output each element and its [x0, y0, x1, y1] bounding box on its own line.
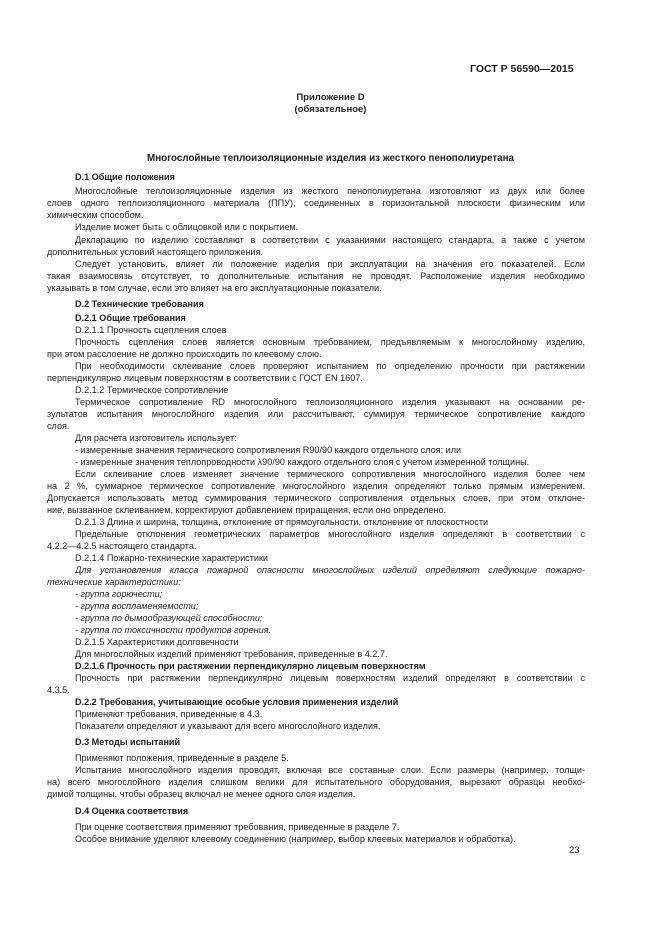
- main-title: Многослойные теплоизоляционные изделия из жесткого пенополиуретана: [147, 153, 514, 164]
- paragraph-line: слоя.: [47, 421, 70, 431]
- paragraph-line: Применяют положения, приведенные в разделе 5.: [75, 753, 289, 763]
- paragraph-line: дополнительных условий настоящего приложения.: [47, 247, 263, 257]
- paragraph-line: технические характеристики:: [47, 577, 181, 587]
- appendix-status: (обязательное): [294, 104, 367, 115]
- clause-d214-heading: D.2.1.4 Пожарно-технические характеристики: [75, 553, 269, 563]
- paragraph-line: Для многослойных изделий применяют требования, приведенные в 4.2.7.: [75, 649, 388, 659]
- paragraph-line: Следует установить, влияет ли положение изделия при эксплуатации на значения его показателей. Если: [75, 259, 585, 269]
- paragraph-line: При необходимости склеивание слоев проверяют испытанием по определению прочности при растяжении: [75, 361, 585, 371]
- paragraph-line: на 2 %, суммарное термическое сопротивление многослойного изделия определяют только прямым измерением.: [47, 481, 585, 491]
- paragraph-line: Особое внимание уделяют клеевому соединению (например, выбор клеевых материалов и обработка).: [75, 834, 516, 844]
- clause-d213-heading: D.2.1.3 Длина и ширина, толщина, отклонение от прямоугольности, отклонение от плоскостности: [75, 517, 489, 527]
- paragraph-line: Показатели определяют и указывают для всего многослойного изделия.: [75, 721, 381, 731]
- list-item: - группа воспламеняемости;: [75, 601, 199, 611]
- list-item: - измеренные значения теплопроводности λ90/90 каждого отдельного слоя с учетом измеренной толщины.: [75, 457, 530, 467]
- clause-d211-heading: D.2.1.1 Прочность сцепления слоев: [75, 325, 227, 335]
- paragraph-line: Если склеивание слоев изменяет значение термического сопротивления многослойного изделия более чем: [75, 469, 585, 479]
- paragraph-line: димой толщины, чтобы образец включал не менее одного слоя изделия.: [47, 789, 356, 799]
- paragraph-line: при этом расслоение не должно происходить по клеевому слою.: [47, 349, 322, 359]
- paragraph-line: такая взаимосвязь отсутствует, то дополнительные испытания не проводят. Расположение изделия необходимо: [47, 271, 585, 281]
- subsection-d22-heading: D.2.2 Требования, учитывающие особые условия применения изделий: [75, 697, 399, 707]
- list-item: - группа по дымообразующей способности;: [75, 613, 263, 623]
- section-d3-heading: D.3 Методы испытаний: [75, 737, 181, 747]
- clause-d212-heading: D.2.1.2 Термическое сопротивление: [75, 385, 229, 395]
- paragraph-line: зультатов испытания многослойного изделия или рассчитывают, суммируя термическое сопротивление каждого: [47, 409, 585, 419]
- paragraph-line: Многослойные теплоизоляционные изделия из жесткого пенополиуретана изготовляют из двух или более: [75, 186, 585, 196]
- paragraph-line: 4.3.5.: [47, 685, 70, 695]
- paragraph-line: Для расчета изготовитель использует:: [75, 433, 237, 443]
- appendix-title: Приложение D: [296, 92, 365, 103]
- list-item: - группа горючести;: [75, 589, 163, 599]
- subsection-d21-heading: D.2.1 Общие требования: [75, 313, 186, 323]
- clause-d216-heading: D.2.1.6 Прочность при растяжении перпендикулярно лицевым поверхностям: [75, 661, 426, 671]
- paragraph-line: слоев одного теплоизоляционного материала (ППУ), соединенных в горизонтальной плоскости физическим или: [47, 198, 585, 208]
- paragraph-line: Прочность при растяжении перпендикулярно лицевым поверхностям изделий определяют в соответствии с: [75, 673, 585, 683]
- list-item: - группа по токсичности продуктов горения.: [75, 625, 272, 635]
- paragraph-line: ние, вызванное склеиванием, корректируют добавлением приращения, если оно определено.: [47, 505, 447, 515]
- paragraph-line: Применяют требования, приведенные в 4.3.: [75, 709, 263, 719]
- paragraph-line: Предельные отклонения геометрических параметров многослойного изделия определяют в соответствии с: [75, 529, 585, 539]
- paragraph-line: химическим способом.: [47, 210, 144, 220]
- clause-d215-heading: D.2.1.5 Характеристики долговечности: [75, 637, 239, 647]
- paragraph-line: Допускается использовать метод суммирования термического сопротивления отдельных слоев, при этом отклоне-: [47, 493, 585, 503]
- standard-number: ГОСТ Р 56590—2015: [470, 63, 574, 75]
- paragraph-line: Прочность сцепления слоев является основным требованием, предъявляемым к многослойному изделию,: [75, 337, 585, 347]
- paragraph-line: Для установления класса пожарной опасности многослойных изделий определяют следующие пожарно-: [75, 565, 585, 575]
- paragraph-line: 4.2.2—4.2.5 настоящего стандарта.: [47, 541, 197, 551]
- paragraph-line: Декларацию по изделию составляют в соответствии с указаниями настоящего стандарта, а также с учетом: [75, 235, 585, 245]
- list-item: - измеренные значения термического сопротивления R90/90 каждого отдельного слоя; или: [75, 445, 462, 455]
- paragraph-line: перпендикулярно лицевым поверхностям в соответствии с ГОСТ EN 1607.: [47, 373, 363, 383]
- section-d1-heading: D.1 Общие положения: [75, 172, 175, 182]
- paragraph-line: Термическое сопротивление RD многослойного теплоизоляционного изделия указывают на основании ре-: [75, 397, 585, 407]
- paragraph-line: Изделие может быть с облицовкой или с покрытием.: [75, 222, 299, 232]
- section-d4-heading: D.4 Оценка соответствия: [75, 806, 189, 816]
- paragraph-line: Испытание многослойного изделия проводят, включая все составные слои. Если размеры (например, толщи-: [75, 765, 585, 775]
- paragraph-line: на) всего многослойного изделия слишком велики для испытательного оборудования, вырезают образцы необхо-: [47, 777, 585, 787]
- paragraph-line: указывать в том случае, если это влияет на его эксплуатационные показатели.: [47, 283, 382, 293]
- page-number: 23: [569, 845, 580, 856]
- paragraph-line: При оценке соответствия применяют требования, приведенные в разделе 7.: [75, 822, 400, 832]
- section-d2-heading: D.2 Технические требования: [75, 299, 204, 309]
